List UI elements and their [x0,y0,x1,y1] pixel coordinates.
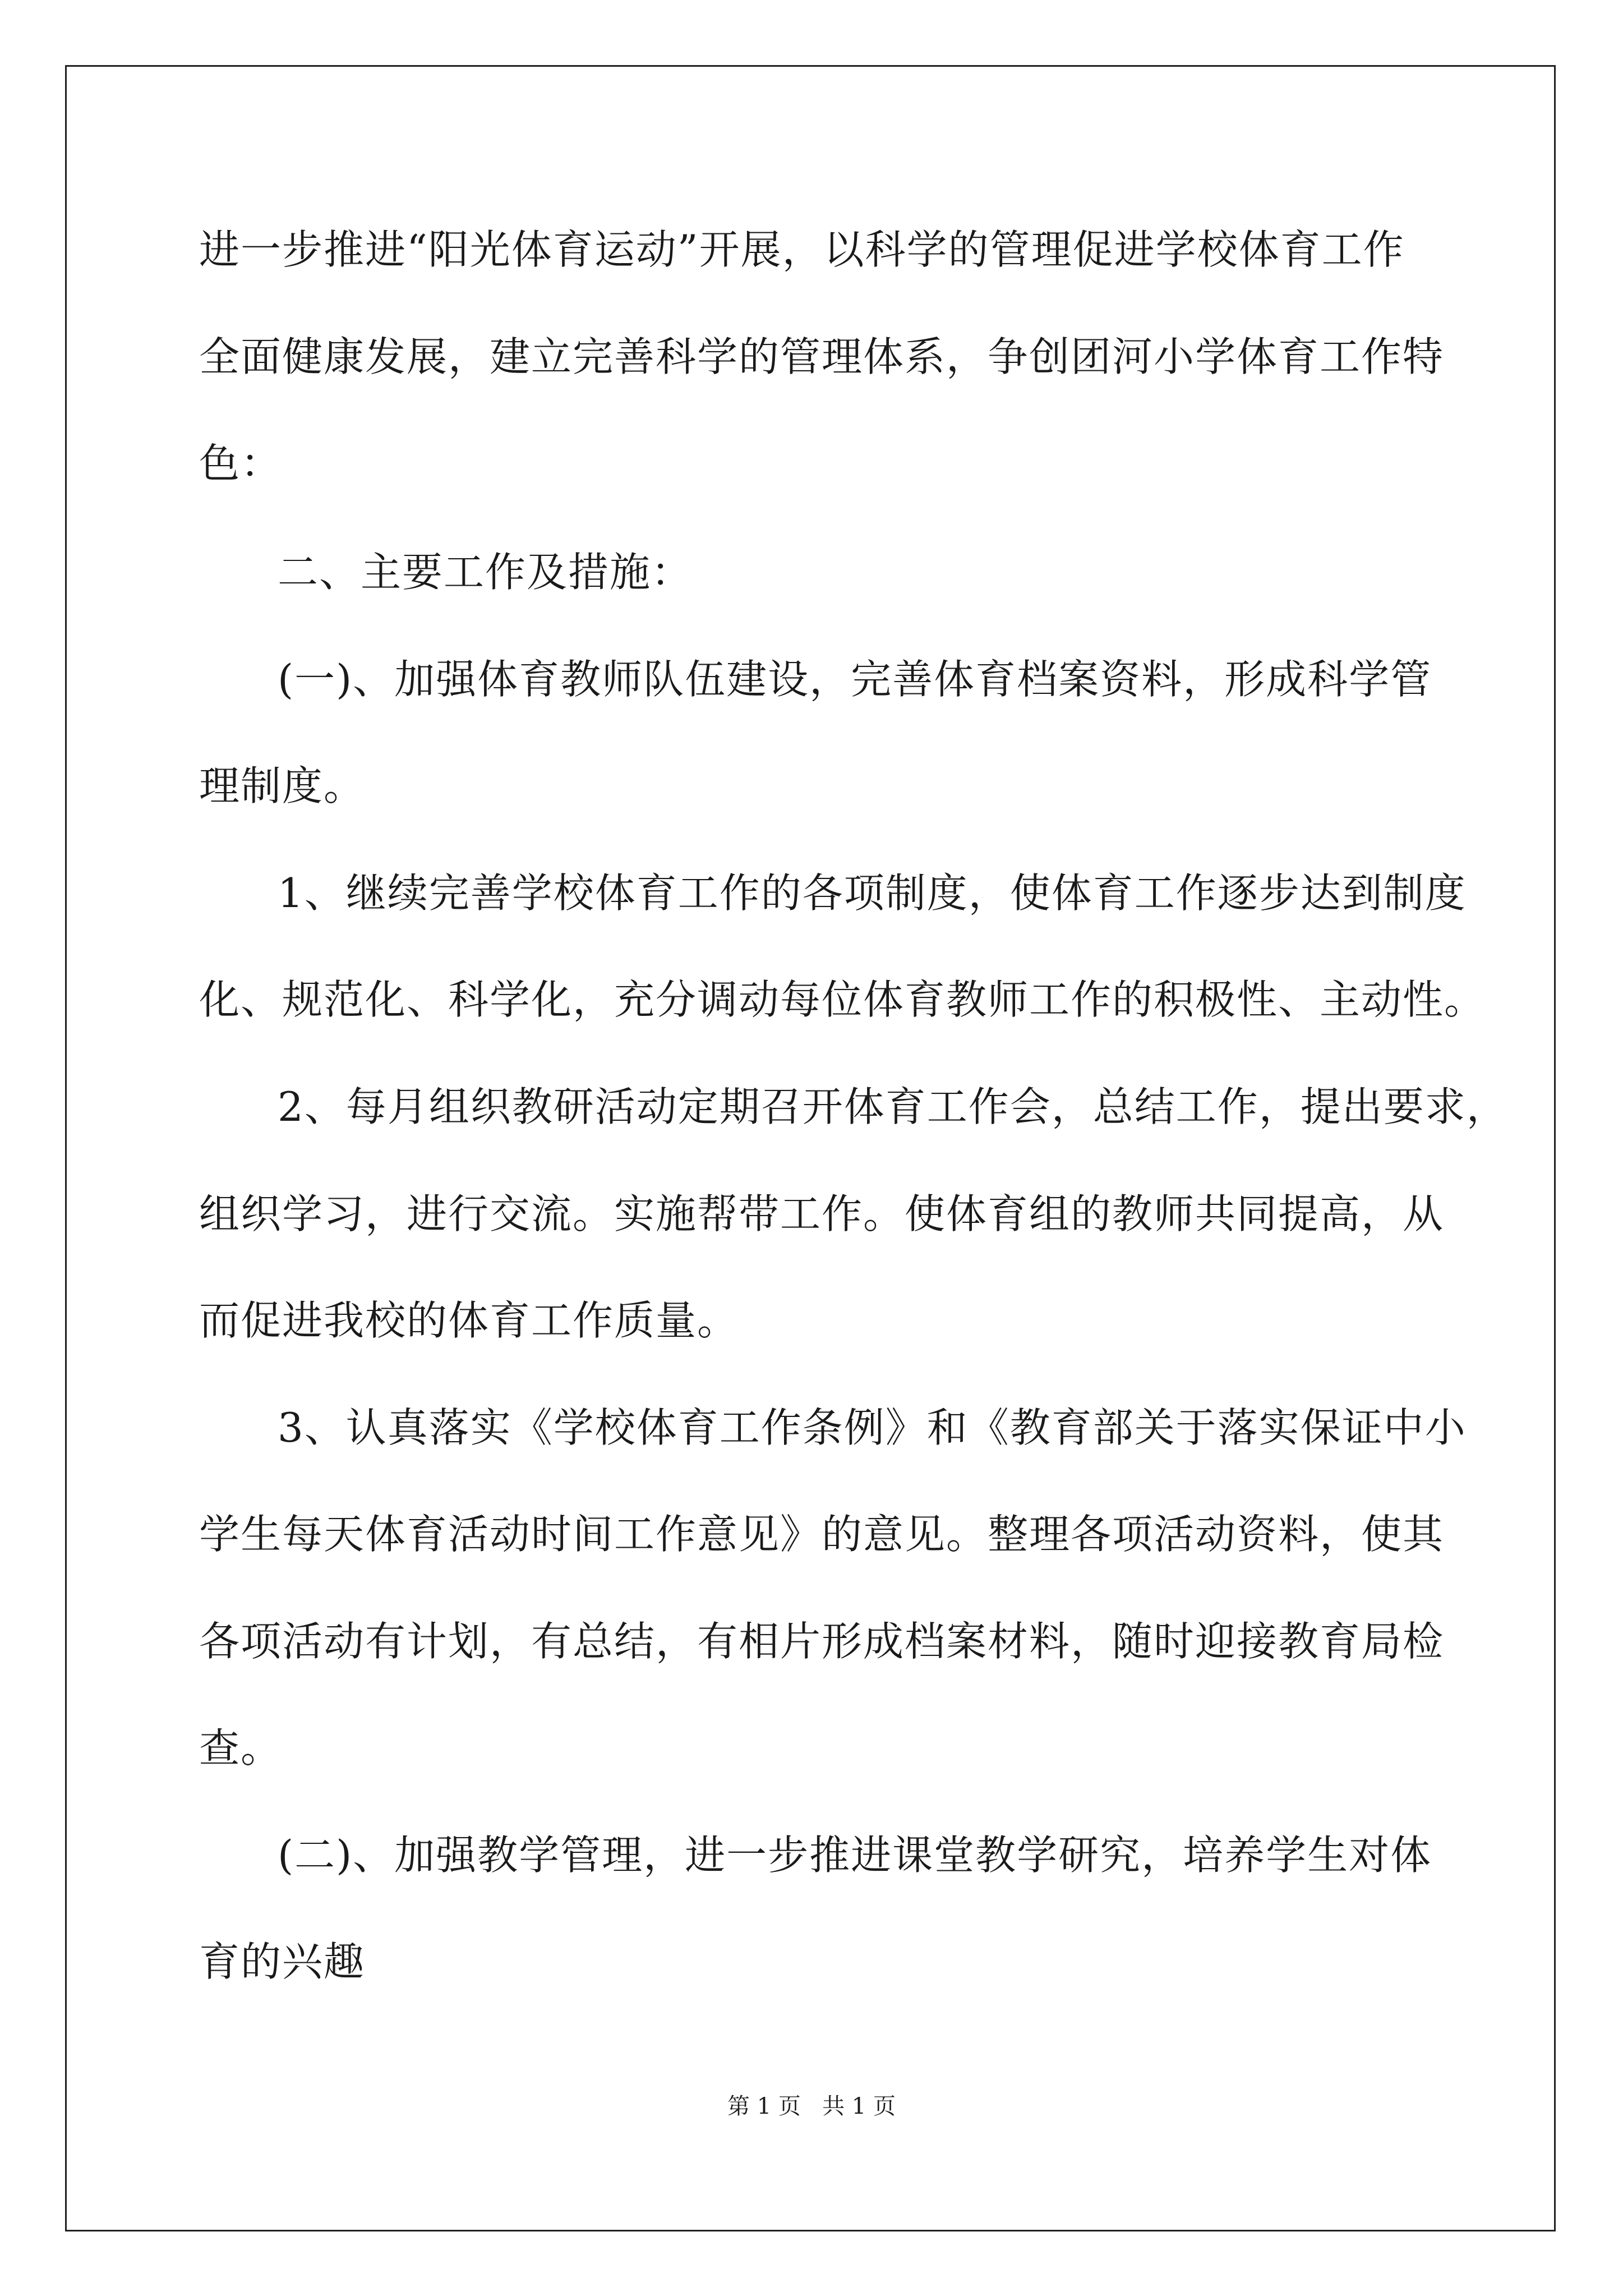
subsection-heading: (二)、加强教学管理，进一步推进课堂教学研究，培养学生对体 [278,1832,1432,1879]
body-text-line: 全面健康发展，建立完善科学的管理体系，争创团河小学体育工作特 [199,333,1445,380]
body-text-line: 学生每天体育活动时间工作意见》的意见。整理各项活动资料，使其 [199,1511,1445,1558]
page-border [65,65,1556,2231]
body-text-line: 而促进我校的体育工作质量。 [199,1297,739,1344]
list-item-line: 2、每月组织教研活动定期召开体育工作会，总结工作，提出要求， [278,1083,1508,1130]
list-item-line: 3、认真落实《学校体育工作条例》和《教育部关于落实保证中小 [278,1404,1467,1451]
body-text-line: 理制度。 [199,762,366,809]
body-text-line: 化、规范化、科学化，充分调动每位体育教师工作的积极性、主动性。 [199,976,1486,1023]
page-footer: 第 1 页 共 1 页 [727,2093,896,2119]
body-text-line: 组织学习，进行交流。实施帮带工作。使体育组的教师共同提高，从 [199,1190,1445,1237]
list-item-line: 1、继续完善学校体育工作的各项制度，使体育工作逐步达到制度 [278,869,1467,917]
body-text-line: 育的兴趣 [199,1938,366,1985]
subsection-heading: (一)、加强体育教师队伍建设，完善体育档案资料，形成科学管 [278,656,1432,703]
body-text-line: 各项活动有计划，有总结，有相片形成档案材料，随时迎接教育局检 [199,1618,1445,1665]
body-text-line: 色： [199,440,283,487]
section-heading: 二、主要工作及措施： [278,549,693,596]
body-text-line: 查。 [199,1724,283,1772]
body-text-line: 进一步推进“阳光体育运动”开展，以科学的管理促进学校体育工作 [199,226,1405,273]
